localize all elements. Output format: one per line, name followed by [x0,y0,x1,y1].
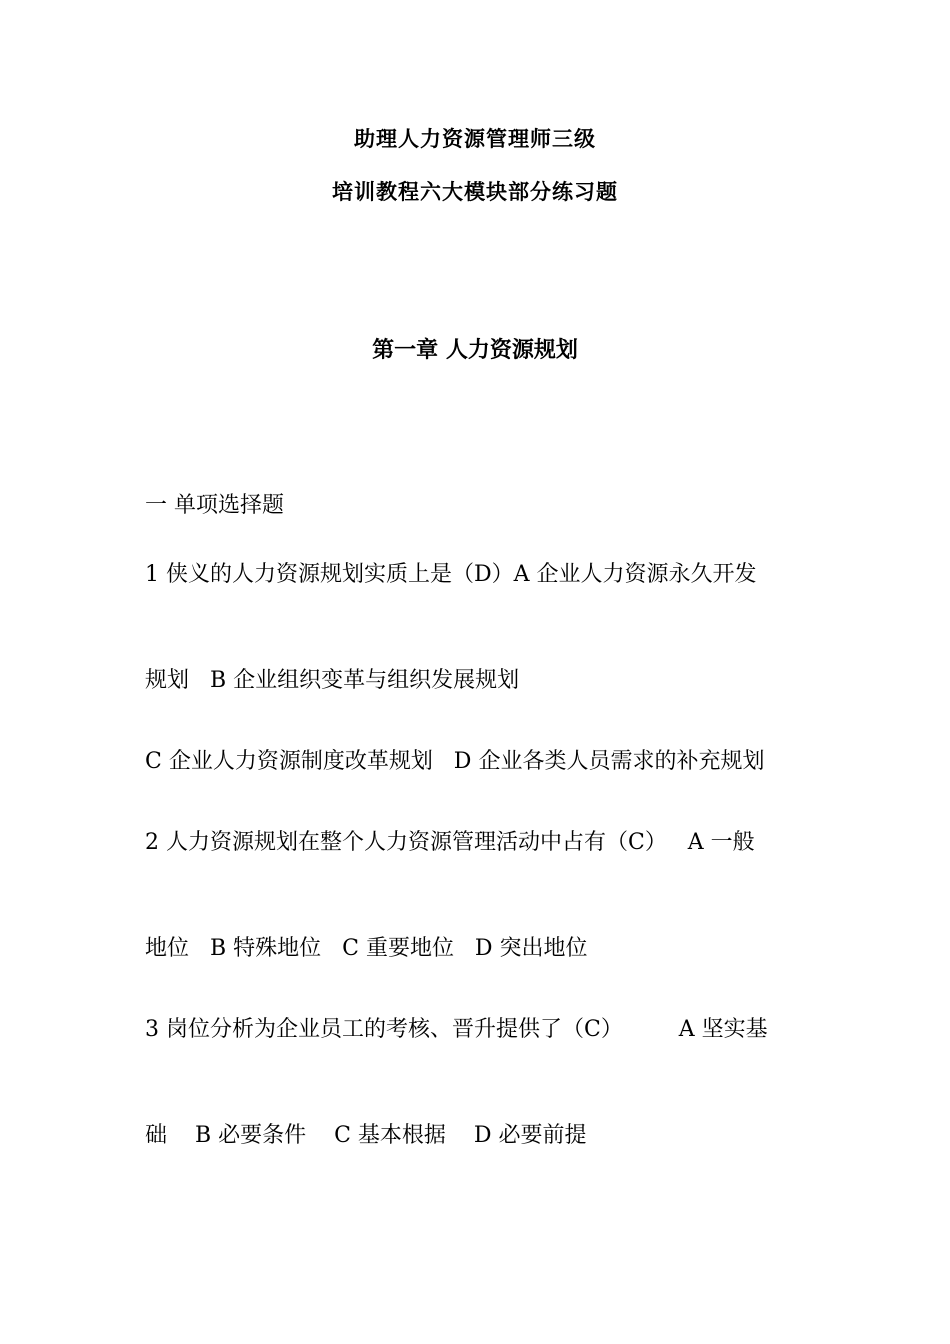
chapter-heading: 第一章 人力资源规划 [372,337,578,363]
question-2-line-2: 地位 B 特殊地位 C 重要地位 D 突出地位 [145,936,588,961]
question-1-line-3: C 企业人力资源制度改革规划 D 企业各类人员需求的补充规划 [145,749,765,774]
document-title-line-2: 培训教程六大模块部分练习题 [332,179,618,204]
question-1-line-1: 1 侠义的人力资源规划实质上是（D）A 企业人力资源永久开发 [145,562,757,587]
question-1-line-2: 规划 B 企业组织变革与组织发展规划 [145,668,520,693]
question-3-line-1: 3 岗位分析为企业员工的考核、晋升提供了（C） A 坚实基 [145,1017,768,1042]
question-2-line-1: 2 人力资源规划在整个人力资源管理活动中占有（C） A 一般 [145,830,755,855]
section-heading: 一 单项选择题 [145,493,284,518]
document-title-line-1: 助理人力资源管理师三级 [354,126,596,151]
question-3-line-2: 础 B 必要条件 C 基本根据 D 必要前提 [145,1123,587,1148]
